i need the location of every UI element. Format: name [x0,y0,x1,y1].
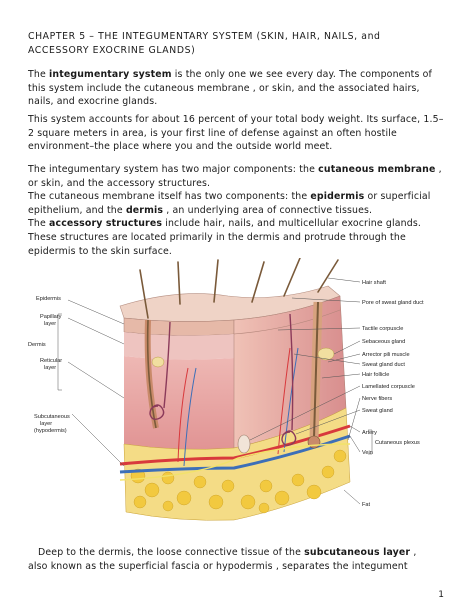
p1-text-c: is the only one we see every day. The components of this system include the cutaneous membrane , or skin, and the associated hairs, nails, and exocrine glands. [28,69,432,108]
paragraph-intro [28,68,448,109]
label-sweat-gland: Sweat gland [362,408,393,414]
skin-diagram [28,258,448,540]
label-subcutaneous-2: layer [40,421,53,427]
term-dermis: dermis [125,204,164,216]
paragraph-components [28,163,448,258]
skin-cross-section-figure [28,258,448,540]
p3-text-a: The integumentary system has two major components: the [28,164,319,175]
bottom-text-c: , [410,547,417,558]
p3-text-i: The [28,218,50,230]
p3-text-d: The cutaneous membrane itself has two components: the [28,191,311,203]
term-subcutaneous-layer: subcutaneous layer [304,547,411,558]
label-arrector-pili: Arrector pili muscle [362,352,410,358]
term-integumentary-system: integumentary system [49,69,172,80]
chapter-title [28,30,448,57]
term-epidermis: epidermis [310,191,365,203]
label-hair-follicle: Hair follicle [362,372,390,378]
label-pore: Pore of sweat gland duct [362,300,424,306]
paragraph-weight: This system accounts for about 16 percent of your total body weight. Its surface, 1.5–2 square meters in area, is your first line of defense against an often hostile environment–the place where you and the outside world meet. [28,114,444,153]
label-artery: Artery [362,430,377,436]
label-vein: Vein [362,450,373,456]
p3-text-f: or superficial epithelium, and the [28,191,431,216]
label-papillary-1: Papillary [40,314,62,320]
p3-text-h: , an underlying area of connective tissues. [163,204,373,216]
p3-text-k: include hair, nails, and multicellular exocrine glands. These structures are located primarily in the dermis and protrude through the epidermis to the skin surface. [28,218,422,257]
label-subcutaneous-3: (hypodermis) [34,428,67,434]
label-cutaneous-plexus: Cutaneous plexus [375,440,420,446]
label-sebaceous-gland: Sebaceous gland [362,339,406,345]
label-tactile-corpuscle: Tactile corpuscle [362,326,404,332]
term-cutaneous-membrane: cutaneous membrane [318,164,436,175]
label-reticular-1: Reticular [40,358,63,364]
label-sweat-gland-duct: Sweat gland duct [362,362,405,368]
p3-text-c: , or skin, and the accessory structures. [28,164,442,189]
papillary-layer [124,332,234,360]
bottom-text-d: also known as the superficial fascia or hypodermis , separates the integument [28,560,408,572]
chapter-title-line-2: ACCESSORY EXOCRINE GLANDS) [28,44,196,56]
label-hair-shaft: Hair shaft [362,280,386,286]
label-subcutaneous-1: Subcutaneous [34,414,70,420]
label-lamellated-corpuscle: Lamellated corpuscle [362,384,415,390]
label-papillary-2: layer [44,321,57,327]
paragraph-subcutaneous [28,546,454,573]
p1-text-a: The [28,69,50,80]
bottom-text-a: Deep to the dermis, the loose connective tissue of the [38,547,305,558]
label-epidermis: Epidermis [36,296,61,302]
page-number: 1 [438,590,444,600]
chapter-title-line-1: CHAPTER 5 – THE INTEGUMENTARY SYSTEM (SKIN, HAIR, NAILS, and [28,31,381,42]
label-nerve-fibers: Nerve fibers [362,396,393,402]
label-dermis: Dermis [28,342,46,348]
term-accessory-structures: accessory structures [49,218,163,230]
label-reticular-2: layer [44,365,57,371]
label-fat: Fat [362,502,371,508]
lamellated-corpuscle [238,435,250,453]
